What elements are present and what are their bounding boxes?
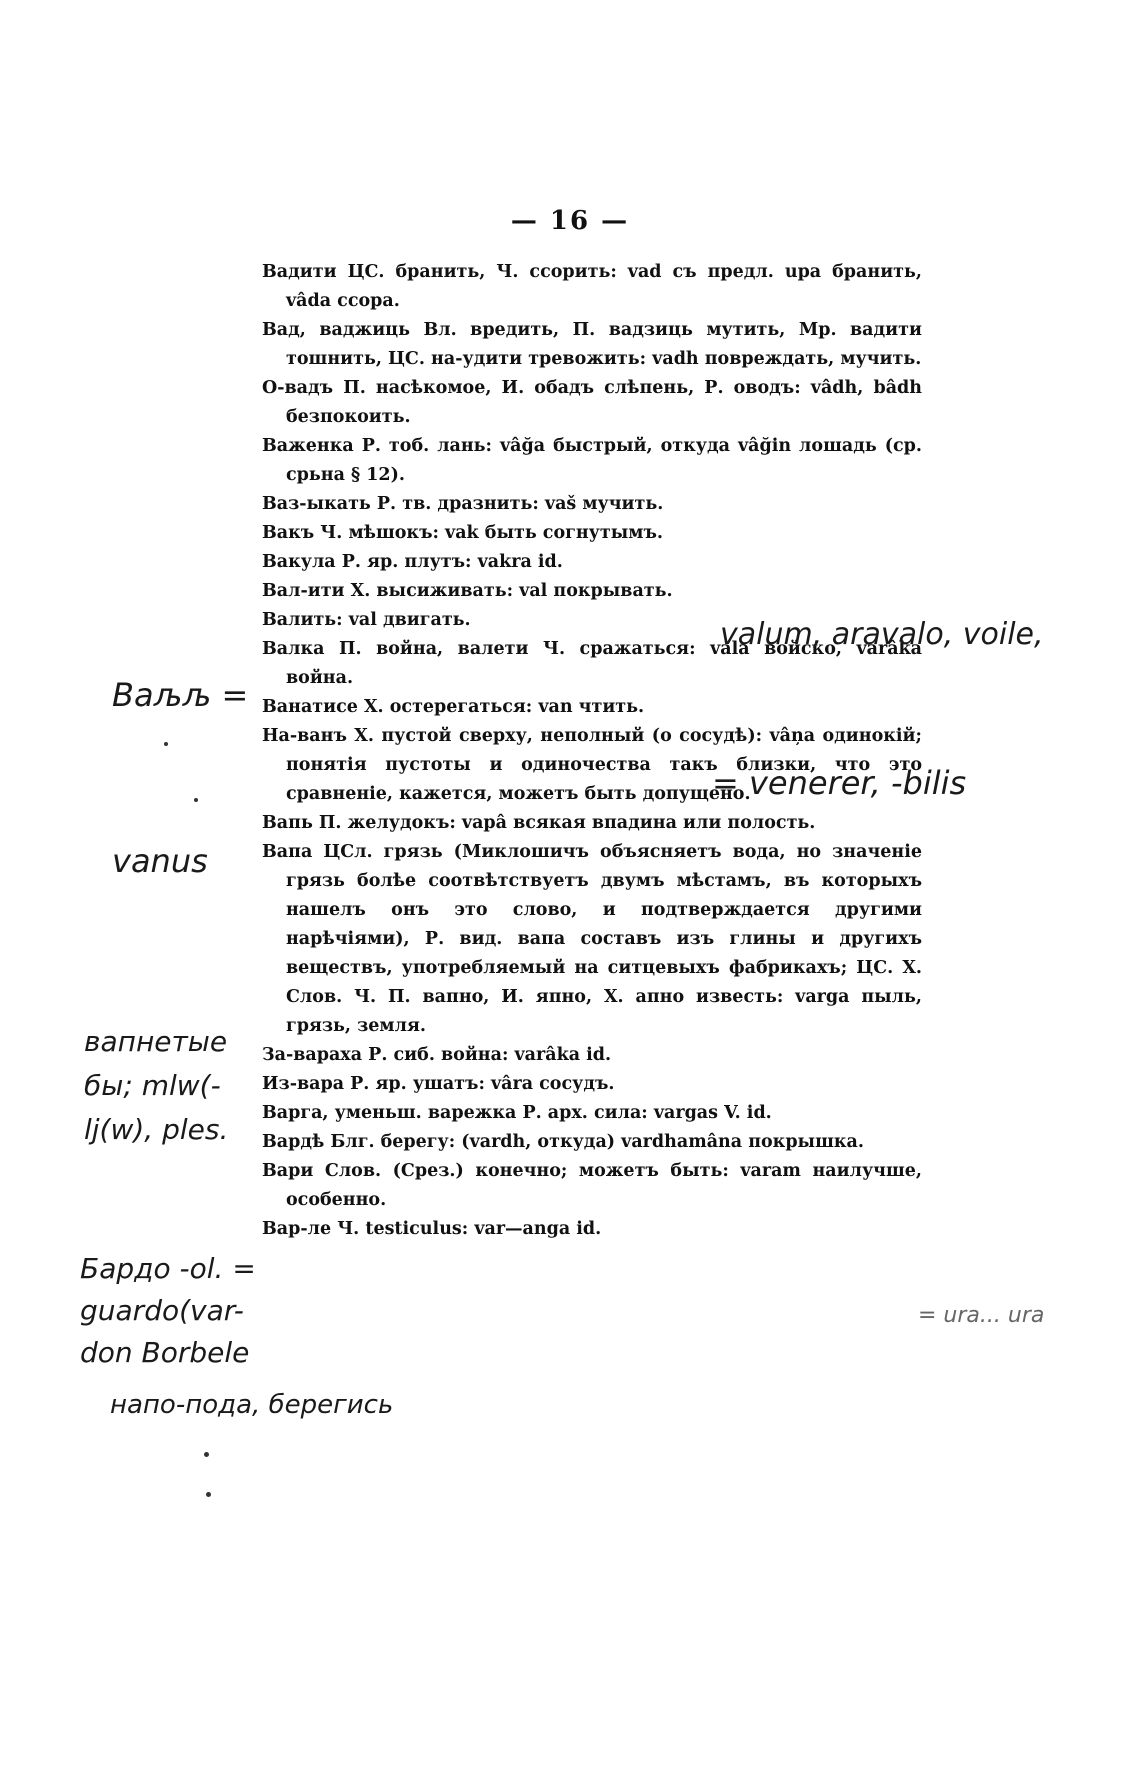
entry-varle: Вар-ле Ч. testiculus: var—anga id. <box>262 1219 602 1239</box>
entry-valit: Валить: val двигать. <box>262 610 471 630</box>
entry-vari: Вари Слов. (Срез.) конечно; можетъ быть: varam наилучше, особенно. <box>262 1161 922 1210</box>
entry-zavarakha: За-варахa Р. сиб. война: varâka id. <box>262 1045 612 1065</box>
entry-valka: Валка П. война, валети Ч. сражаться: vala войско, varâka война. <box>262 639 922 688</box>
handwritten-note-valljo: Ваљљ = <box>112 676 249 714</box>
ink-speck <box>204 1452 209 1457</box>
handwritten-note-valum: valum, aravalo, voile, <box>720 617 1044 652</box>
ink-speck <box>164 742 168 746</box>
entry-izvara: Из-вара Р. яр. ушатъ: vâra сосудъ. <box>262 1074 615 1094</box>
page-number: — 16 — <box>510 206 630 236</box>
entry-vak: Вакъ Ч. мѣшокъ: vak быть согнутымъ. <box>262 523 663 543</box>
entry-vakula: Вакула Р. яр. плутъ: vakra id. <box>262 552 563 572</box>
handwritten-note-vardo: Бардо -ol. = guardo(var- don Borbele <box>80 1252 256 1369</box>
dictionary-entries <box>262 258 922 1244</box>
entry-vazhenka: Важенка Р. тоб. лань: vâğa быстрый, откуда vâğin лошадь (ср. срьна § 12). <box>262 436 922 485</box>
entry-vad: Вад, ваджиць Вл. вредить, П. вадзиць мутить, Мр. вадити тошнить, ЦС. на-удити тревожить: vadh повреждать, мучить. <box>262 320 922 369</box>
entry-ovad: О-вадъ П. насѣкомое, И. обадъ слѣпень, Р. оводъ: vâdh, bâdh безпокоить. <box>262 378 922 427</box>
handwritten-note-ura: = ura... ura <box>918 1303 1045 1328</box>
entry-vanatise: Ванатисе Х. остерегаться: van чтить. <box>262 697 645 717</box>
entry-vapa: Вапа ЦСл. грязь (Миклошичъ объясняетъ вода, но значеніе грязь болѣе соотвѣтствуетъ двумъ мѣстамъ, въ которыхъ нашелъ онъ это слово, и подтверждается другими нарѣчіями), Р. вид. вапа составъ изъ глины и другихъ веществъ, употребляемый на ситцевыхъ фабрикахъ; ЦС. Х. Слов. Ч. П. вапно, И. япно, Х. апно известь: varga пыль, грязь, земля. <box>262 842 922 1036</box>
handwritten-note-vanus: vanus <box>112 842 208 880</box>
ink-speck <box>194 798 198 802</box>
entry-vaditi: Вадити ЦС. бранить, Ч. ссорить: vad съ предл. upa бранить, vâda ссора. <box>262 262 922 311</box>
entry-varde: Вардѣ Блг. берегу: (vardh, откуда) vardhamâna покрышка. <box>262 1132 864 1152</box>
ink-speck <box>206 1492 211 1497</box>
entry-navan: На-ванъ Х. пустой сверху, неполный (о сосудѣ): vâņa одинокій; понятія пустоты и одиночества такъ близки, что это сравненіе, кажется, можетъ быть допущено. <box>262 726 922 804</box>
handwritten-note-nado: напо-пода, берегись <box>110 1390 394 1420</box>
entry-vazykat: Ваз-ыкать Р. тв. дразнить: vaš мучить. <box>262 494 664 514</box>
entry-vap: Вапь П. желудокъ: vapâ всякая впадина или полость. <box>262 813 816 833</box>
entry-varga: Варга, уменьш. варежка Р. арх. сила: vargas V. id. <box>262 1103 772 1123</box>
entry-valiti: Вал-ити Х. высиживать: val покрывать. <box>262 581 673 601</box>
handwritten-note-venerer: = venerer, -bilis <box>712 764 967 802</box>
handwritten-note-vapno: вапнетые бы; mlw(-lj(w), ples. <box>84 1025 229 1146</box>
